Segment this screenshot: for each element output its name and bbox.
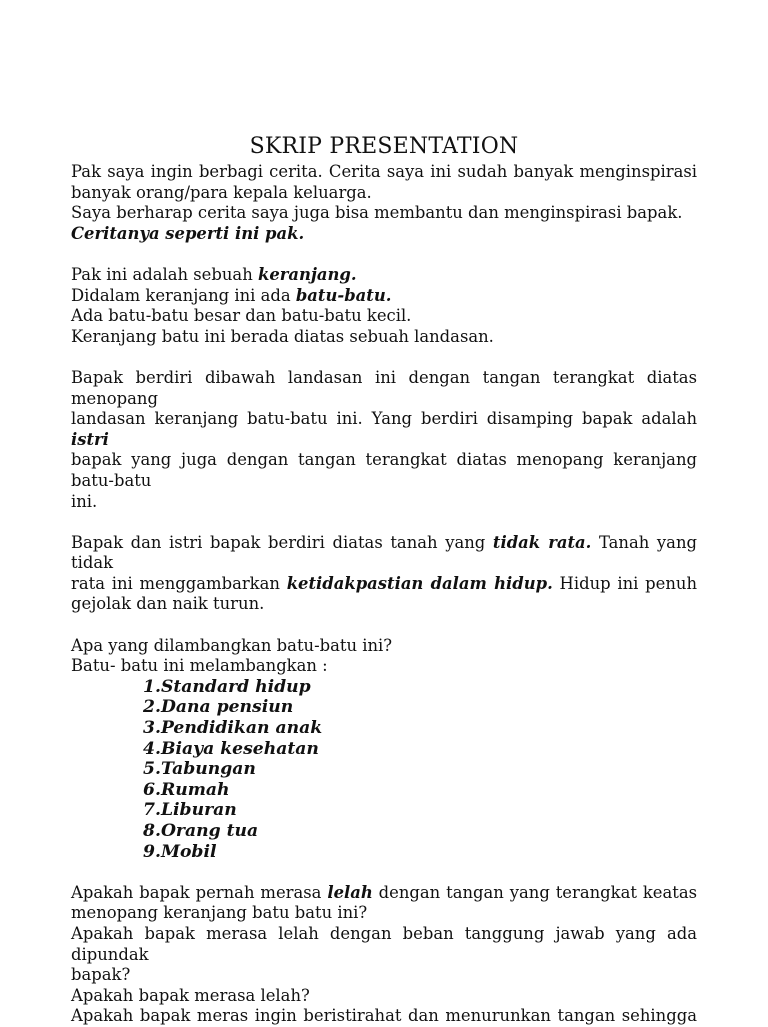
symbols-list [71, 677, 697, 862]
tired-keyword: lelah [327, 882, 373, 902]
ground-line-2-tail: Hidup ini penuh [552, 573, 697, 593]
list-item: 6.Rumah [143, 779, 230, 800]
basket-paragraph [71, 265, 697, 347]
stand-paragraph [71, 368, 697, 512]
spacer [71, 862, 697, 883]
list-item: 3.Pendidikan anak [143, 718, 323, 739]
basket-keyword: keranjang. [257, 264, 357, 284]
intro-paragraph [71, 162, 697, 244]
basket-line-2-text: Didalam keranjang ini ada [71, 285, 296, 305]
stand-line-2-text: landasan keranjang batu-batu ini. Yang berdiri disamping bapak adalah [71, 409, 697, 429]
basket-line-1 [71, 265, 697, 286]
uncertainty-keyword: ketidakpastian dalam hidup. [286, 573, 553, 593]
list-item: 4.Biaya kesehatan [143, 738, 319, 759]
closing-line-4: bapak? [71, 965, 131, 985]
wife-keyword: istri [71, 429, 109, 449]
spacer [71, 615, 697, 636]
closing-line-2: menopang keranjang batu batu ini? [71, 903, 368, 923]
uneven-keyword: tidak rata. [492, 532, 592, 552]
intro-line-3: Saya berharap cerita saya juga bisa membantu dan menginspirasi bapak. [71, 203, 683, 223]
basket-line-3: Ada batu-batu besar dan batu-batu kecil. [71, 306, 412, 326]
spacer [71, 244, 697, 265]
symbols-section [71, 636, 697, 863]
stand-line-3: bapak yang juga dengan tangan terangkat diatas menopang keranjang batu-batu [71, 450, 697, 490]
list-item: 9.Mobil [143, 841, 217, 862]
intro-line-4: Ceritanya seperti ini pak. [71, 223, 305, 243]
spacer [71, 347, 697, 368]
closing-line-5: Apakah bapak merasa lelah? [71, 985, 310, 1005]
ground-line-1-text: Bapak dan istri bapak berdiri diatas tanah yang [71, 532, 493, 552]
ground-line-1-tail: Tanah yang tidak [71, 532, 697, 573]
list-item: 7.Liburan [143, 800, 237, 821]
closing-line-1-text: Apakah bapak pernah merasa [71, 882, 328, 902]
list-item: 2.Dana pensiun [143, 697, 294, 718]
ground-line-1 [71, 533, 697, 574]
closing-line-3: Apakah bapak merasa lelah dengan beban tanggung jawab yang ada dipundak [71, 923, 697, 964]
symbols-question: Apa yang dilambangkan batu-batu ini? [71, 635, 393, 655]
ground-line-3: gejolak dan naik turun. [71, 594, 265, 614]
intro-line-1: Pak saya ingin berbagi cerita. Cerita saya ini sudah banyak menginspirasi [71, 162, 697, 181]
stones-keyword: batu-batu. [295, 285, 392, 305]
document-page [71, 132, 697, 1027]
ground-line-2 [71, 574, 697, 595]
stand-line-2 [71, 409, 697, 450]
list-item: 8.Orang tua [143, 821, 259, 841]
basket-line-4: Keranjang batu ini berada diatas sebuah landasan. [71, 326, 494, 346]
document-title: SKRIP PRESENTATION [249, 134, 519, 159]
basket-line-2 [71, 286, 697, 307]
ground-line-2-text: rata ini menggambarkan [71, 573, 287, 593]
stand-line-1: Bapak berdiri dibawah landasan ini dengan tangan terangkat diatas menopang [71, 367, 697, 408]
symbols-intro: Batu- batu ini melambangkan : [71, 656, 328, 676]
closing-line-1 [71, 883, 697, 904]
closing-line-6: Apakah bapak meras ingin beristirahat dan menurunkan tangan sehingga [71, 1006, 697, 1026]
closing-line-1-tail: dengan tangan yang terangkat keatas [372, 882, 698, 902]
closing-paragraph [71, 883, 697, 1027]
basket-line-1-text: Pak ini adalah sebuah [71, 264, 258, 284]
spacer [71, 512, 697, 533]
stand-line-4: ini. [71, 491, 98, 511]
list-item: 1.Standard hidup [143, 676, 311, 697]
ground-paragraph [71, 533, 697, 615]
list-item: 5.Tabungan [143, 759, 256, 780]
intro-line-2: banyak orang/para kepala keluarga. [71, 182, 372, 202]
